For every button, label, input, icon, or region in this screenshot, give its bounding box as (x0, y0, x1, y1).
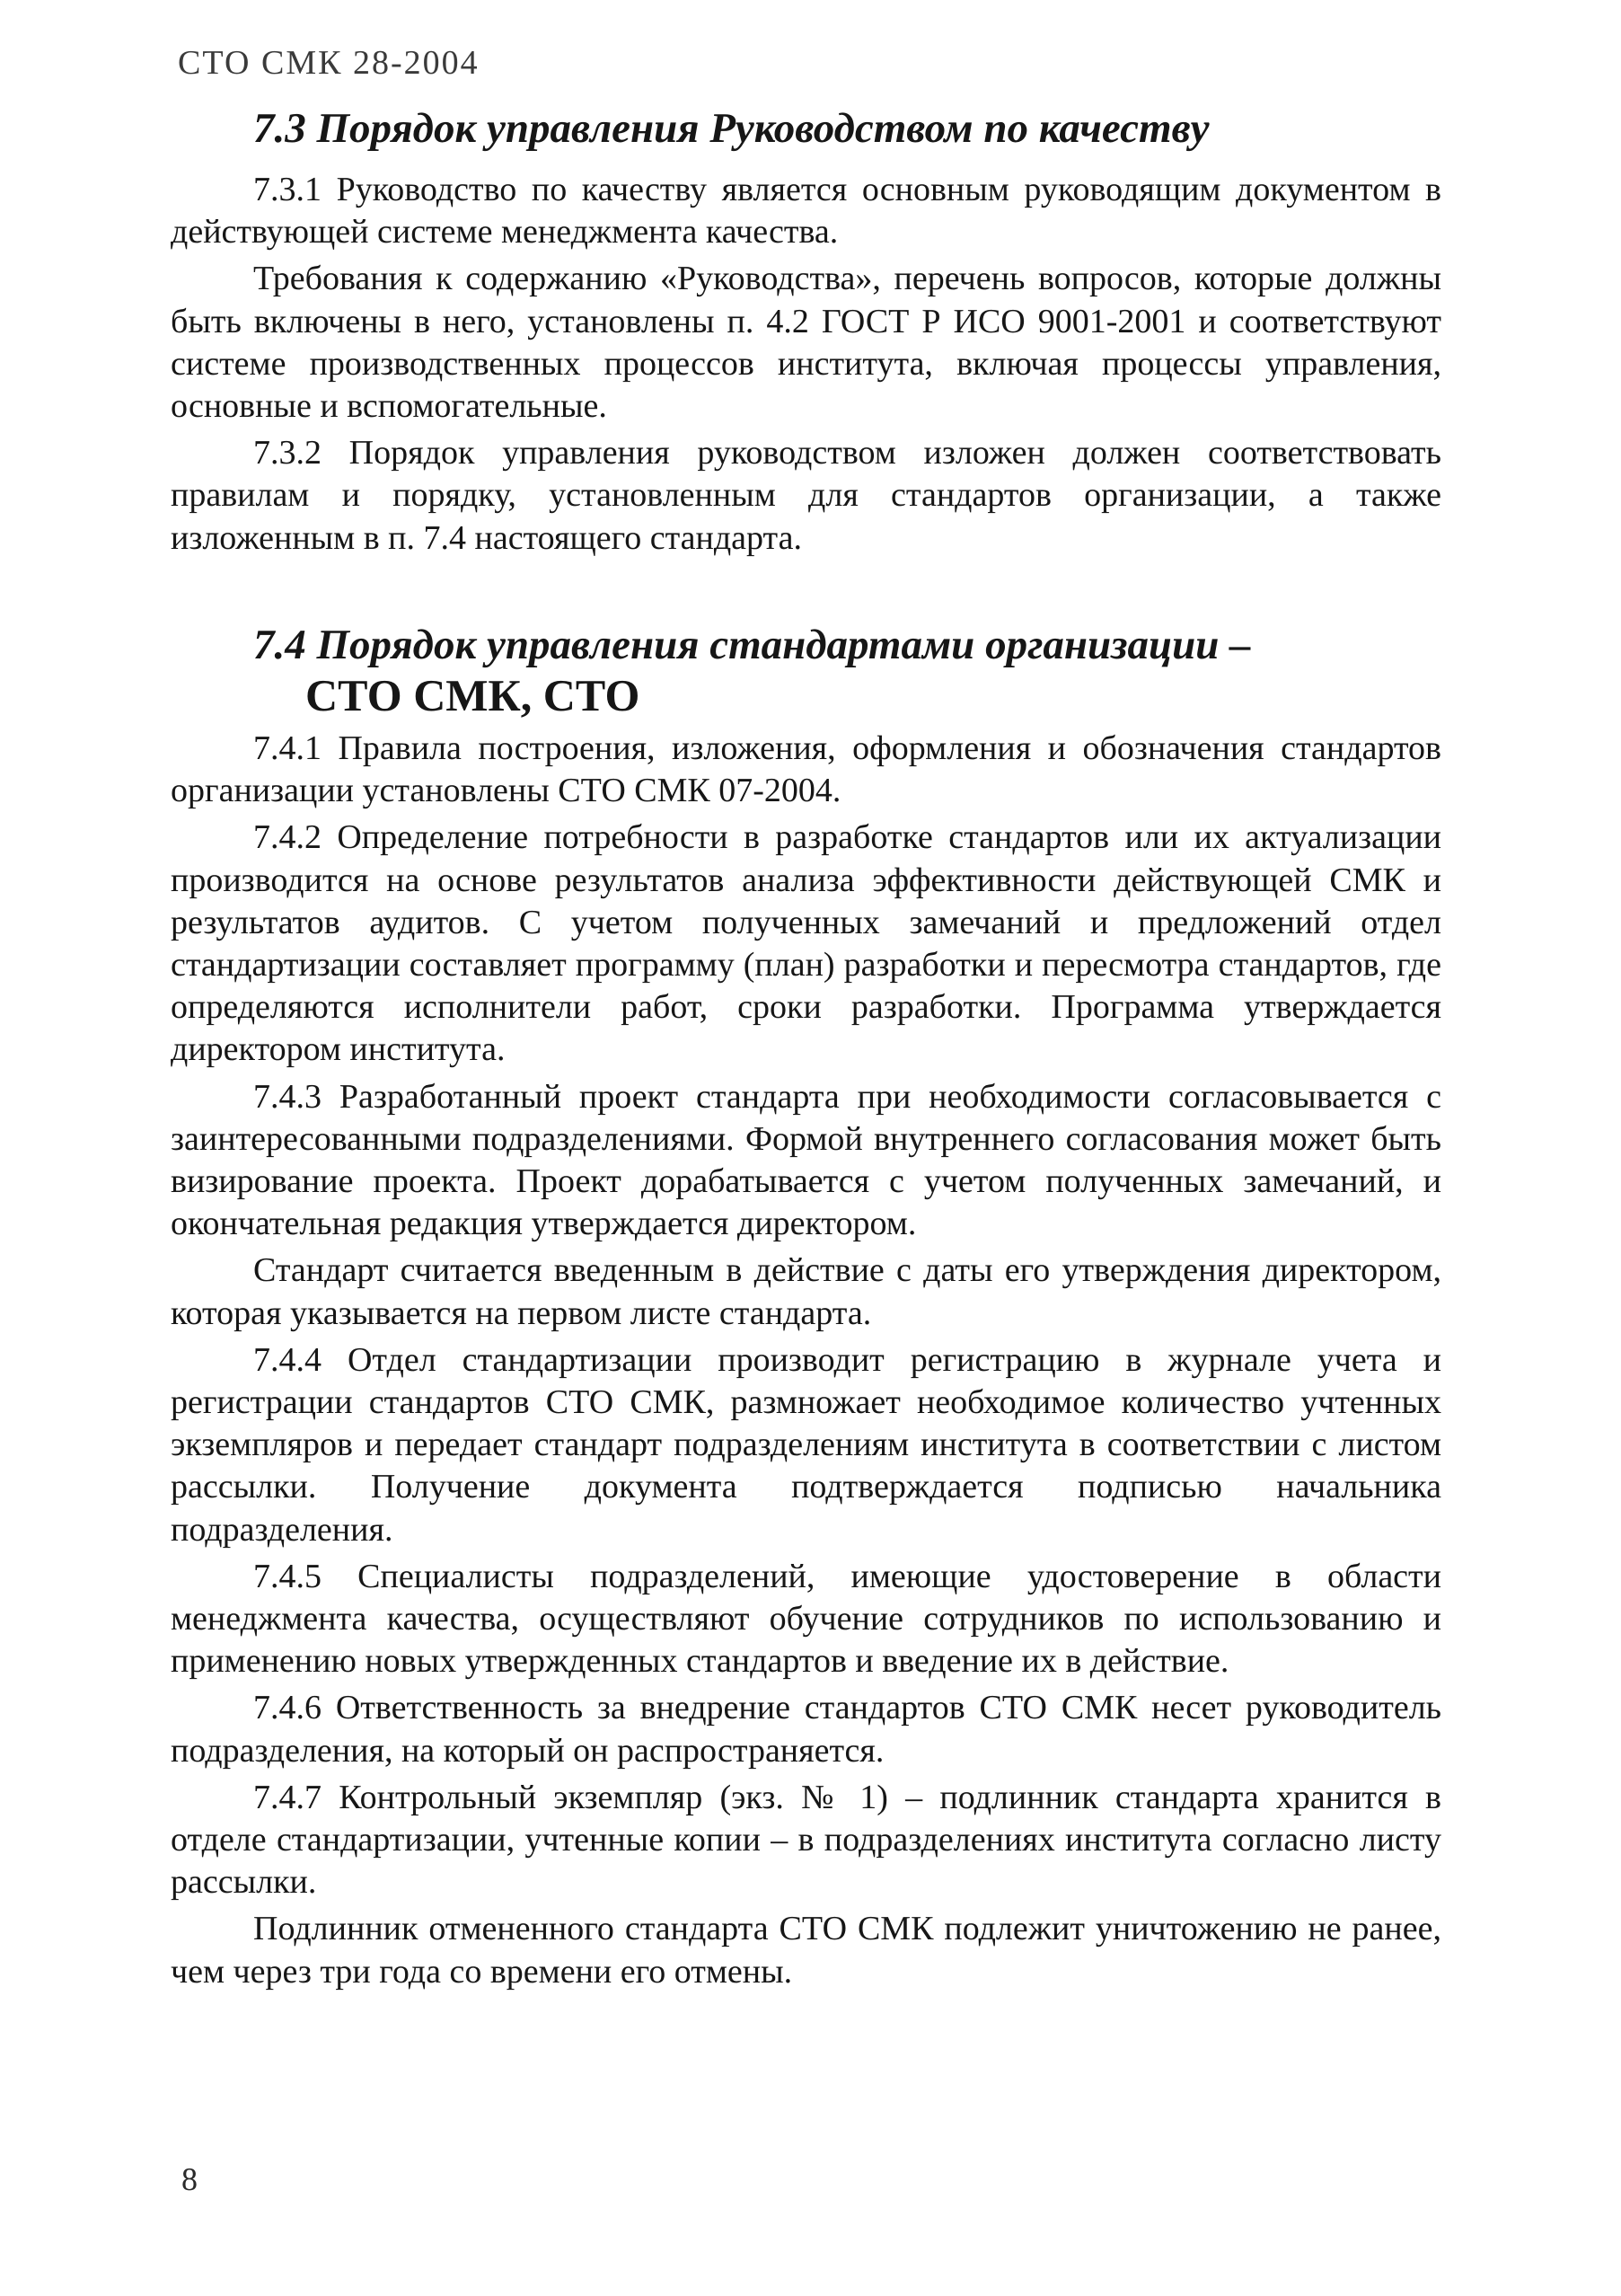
paragraph: Требования к содержанию «Руководства», перечень вопросов, которые должны быть включены в него, установлены п. 4.2 ГОСТ Р ИСО 9001-2001 и соответствуют системе производственных процессов института, включая процессы управления, основные и вспомогательные. (171, 260, 1441, 426)
paragraph: 7.4.3 Разработанный проект стандарта при необходимости согласовывается с заинтересованными подразделениями. Формой внутреннего согласования может быть визирование проекта. Проект дорабатывается с учетом полученных замечаний, и окончательная редакция утверждается директором. (171, 1077, 1441, 1243)
paragraph: 7.4.4 Отдел стандартизации производит регистрацию в журнале учета и регистрации стандартов СТО СМК, размножает необходимое количество учтенных экземпляров и передает стандарт подразделениям института в соответствии с листом рассылки. Получение документа подтверждается подписью начальника подразделения. (171, 1340, 1441, 1549)
section-7-4-body (171, 728, 1441, 1993)
document-code: СТО СМК 28-2004 (178, 44, 480, 82)
paragraph: 7.4.6 Ответственность за внедрение стандартов СТО СМК несет руководитель подразделения, на который он распространяется. (171, 1689, 1441, 1770)
paragraph: Подлинник отмененного стандарта СТО СМК подлежит уничтожению не ранее, чем через три года со времени его отмены. (171, 1910, 1441, 1991)
paragraph: 7.3.1 Руководство по качеству является основным руководящим документом в действующей системе менеджмента качества. (171, 171, 1441, 252)
paragraph: 7.3.2 Порядок управления руководством изложен должен соответствовать правилам и порядку, установленным для стандартов организации, а также изложенным в п. 7.4 настоящего стандарта. (171, 434, 1441, 557)
paragraph: 7.4.5 Специалисты подразделений, имеющие удостоверение в области менеджмента качества, осуществляют обучение сотрудников по использованию и применению новых утвержденных стандартов и введение их в действие. (171, 1557, 1441, 1681)
paragraph: 7.4.7 Контрольный экземпляр (экз. № 1) – подлинник стандарта хранится в отделе стандартизации, учтенные копии – в подразделениях института согласно листу рассылки. (171, 1778, 1441, 1902)
paragraph: 7.4.2 Определение потребности в разработке стандартов или их актуализации производится на основе результатов анализа эффективности действующей СМК и результатов аудитов. С учетом полученных замечаний и предложений отдел стандартизации составляет программу (план) разработки и пересмотра стандартов, где определяются исполнители работ, сроки разработки. Программа утверждается директором института. (171, 818, 1441, 1069)
page-number: 8 (181, 2161, 198, 2197)
section-7-4-heading (253, 620, 1251, 720)
paragraph: 7.4.1 Правила построения, изложения, оформления и обозначения стандартов организации установлены СТО СМК 07-2004. (171, 729, 1441, 810)
section-7-3-body (171, 169, 1441, 560)
section-7-3-heading: 7.3 Порядок управления Руководством по качеству (253, 105, 1210, 152)
section-7-4-heading-line2: СТО СМК, СТО (305, 670, 640, 720)
section-7-4-heading-line1: 7.4 Порядок управления стандартами организации – (253, 622, 1251, 668)
paragraph: Стандарт считается введенным в действие с даты его утверждения директором, которая указывается на первом листе стандарта. (171, 1251, 1441, 1332)
